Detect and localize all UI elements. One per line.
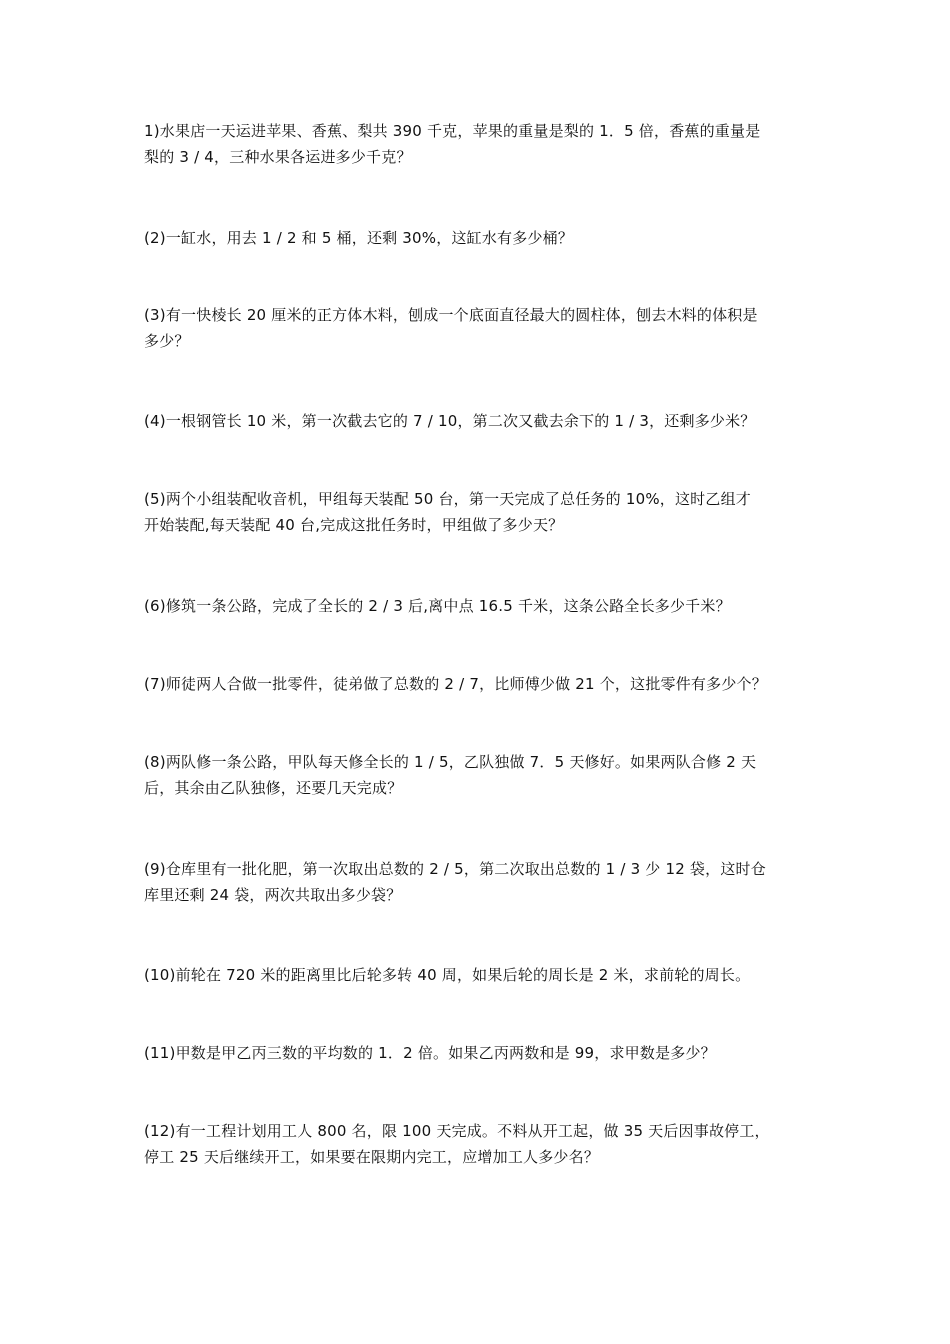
problem-10-line-1: (10)前轮在 720 米的距离里比后轮多转 40 周，如果后轮的周长是 2 米，求前轮的周长。 — [144, 966, 751, 984]
problem-12-line-1: (12)有一工程计划用工人 800 名，限 100 天完成。不料从开工起，做 35 天后因事故停工， — [144, 1122, 770, 1140]
problem-8-line-2: 后，其余由乙队独修，还要几天完成？ — [144, 779, 403, 797]
problem-12 — [144, 1118, 812, 1170]
problem-2 — [144, 225, 812, 251]
problem-6 — [144, 593, 812, 619]
problem-3-line-2: 多少？ — [144, 332, 190, 350]
problem-4 — [144, 408, 812, 434]
problem-8-line-1: (8)两队修一条公路，甲队每天修全长的 1 / 5，乙队独做 7．5 天修好。如果两队合修 2 天 — [144, 753, 757, 771]
problem-12-line-2: 停工 25 天后继续开工，如果要在限期内完工，应增加工人多少名？ — [144, 1148, 600, 1166]
problem-2-line-1: (2)一缸水，用去 1 / 2 和 5 桶，还剩 30%，这缸水有多少桶？ — [144, 229, 574, 247]
problem-6-line-1: (6)修筑一条公路，完成了全长的 2 / 3 后,离中点 16.5 千米，这条公路全长多少千米？ — [144, 597, 731, 615]
problem-3-line-1: (3)有一快棱长 20 厘米的正方体木料，刨成一个底面直径最大的圆柱体，刨去木料的体积是 — [144, 306, 758, 324]
problem-1-line-2: 梨的 3 / 4，三种水果各运进多少千克？ — [144, 148, 412, 166]
problem-3 — [144, 302, 812, 354]
problem-10 — [144, 962, 812, 988]
problem-11 — [144, 1040, 812, 1066]
problem-1-line-1: 1)水果店一天运进苹果、香蕉、梨共 390 千克，苹果的重量是梨的 1．5 倍，香蕉的重量是 — [144, 122, 761, 140]
problem-9 — [144, 856, 812, 908]
problem-5 — [144, 486, 812, 538]
problem-8 — [144, 749, 812, 801]
problem-5-line-1: (5)两个小组装配收音机，甲组每天装配 50 台，第一天完成了总任务的 10%，这时乙组才 — [144, 490, 751, 508]
problem-9-line-2: 库里还剩 24 袋，两次共取出多少袋？ — [144, 886, 402, 904]
problem-7 — [144, 671, 812, 697]
problem-9-line-1: (9)仓库里有一批化肥，第一次取出总数的 2 / 5，第二次取出总数的 1 / 3 少 12 袋，这时仓 — [144, 860, 766, 878]
problem-5-line-2: 开始装配,每天装配 40 台,完成这批任务时，甲组做了多少天？ — [144, 516, 564, 534]
problem-7-line-1: (7)师徒两人合做一批零件，徒弟做了总数的 2 / 7，比师傅少做 21 个，这批零件有多少个？ — [144, 675, 767, 693]
problem-11-line-1: (11)甲数是甲乙丙三数的平均数的 1．2 倍。如果乙丙两数和是 99，求甲数是多少？ — [144, 1044, 716, 1062]
problem-4-line-1: (4)一根钢管长 10 米，第一次截去它的 7 / 10，第二次又截去余下的 1 / 3，还剩多少米？ — [144, 412, 756, 430]
problem-1 — [144, 118, 812, 170]
